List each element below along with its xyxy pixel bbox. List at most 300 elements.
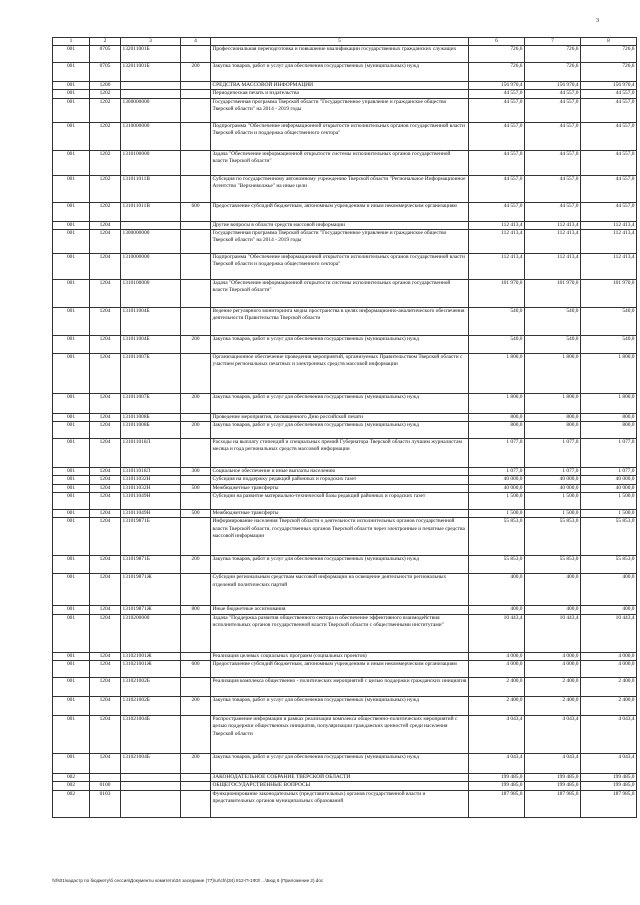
amount-1-cell: 55 853,0 bbox=[469, 556, 525, 574]
table-row bbox=[53, 753, 637, 773]
expense-type-cell bbox=[181, 715, 211, 753]
admin-code-cell: 001 bbox=[53, 353, 90, 393]
expense-type-cell bbox=[181, 790, 211, 817]
table-row bbox=[53, 253, 637, 279]
amount-3-cell: 1 800,0 bbox=[581, 393, 637, 413]
table-row bbox=[53, 122, 637, 150]
admin-code-cell: 001 bbox=[53, 468, 90, 476]
amount-2-cell: 4 000,0 bbox=[525, 660, 581, 677]
description-cell: Функционирование законодательных (представительных) органов государственной власти и представительных органов муниципальных образований bbox=[211, 790, 469, 817]
expense-type-cell bbox=[181, 46, 211, 63]
section-code-cell: 1202 bbox=[90, 202, 121, 221]
column-header: 2 bbox=[90, 38, 121, 46]
amount-1-cell: 112 413,4 bbox=[469, 221, 525, 229]
amount-3-cell: 1 500,0 bbox=[581, 493, 637, 510]
admin-code-cell: 001 bbox=[53, 279, 90, 307]
amount-3-cell: 112 413,4 bbox=[581, 229, 637, 253]
expense-type-cell bbox=[181, 518, 211, 556]
target-article-cell: 131021004Б bbox=[121, 753, 181, 773]
amount-2-cell: 187 985,0 bbox=[525, 790, 581, 817]
amount-3-cell: 199 485,0 bbox=[581, 782, 637, 790]
target-article-cell: 131011032Н bbox=[121, 484, 181, 492]
table-row bbox=[53, 614, 637, 652]
page-number: 3 bbox=[596, 18, 599, 24]
section-code-cell: 1202 bbox=[90, 98, 121, 122]
admin-code-cell: 001 bbox=[53, 753, 90, 773]
amount-2-cell: 199 485,0 bbox=[525, 773, 581, 781]
description-cell: Закупка товаров, работ и услуг для обеспечения государственных (муниципальных) нужд bbox=[211, 753, 469, 773]
amount-1-cell: 4 043,4 bbox=[469, 715, 525, 753]
amount-1-cell: 1 800,0 bbox=[469, 393, 525, 413]
expense-type-cell: 600 bbox=[181, 660, 211, 677]
table-row bbox=[53, 413, 637, 421]
amount-3-cell: 55 853,0 bbox=[581, 518, 637, 556]
table-row bbox=[53, 90, 637, 98]
amount-1-cell: 4 000,0 bbox=[469, 660, 525, 677]
description-cell: Закупка товаров, работ и услуг для обеспечения государственных (муниципальных) нужд bbox=[211, 696, 469, 715]
section-code-cell: 1202 bbox=[90, 150, 121, 175]
amount-2-cell: 112 413,4 bbox=[525, 229, 581, 253]
expense-type-cell bbox=[181, 253, 211, 279]
amount-1-cell: 2 400,0 bbox=[469, 677, 525, 696]
admin-code-cell: 001 bbox=[53, 606, 90, 614]
expense-type-cell: 500 bbox=[181, 510, 211, 518]
amount-1-cell: 726,6 bbox=[469, 63, 525, 82]
section-code-cell: 1204 bbox=[90, 753, 121, 773]
target-article-cell: 131021002Б bbox=[121, 677, 181, 696]
amount-1-cell: 540,0 bbox=[469, 335, 525, 353]
target-article-cell: 131011018Л bbox=[121, 468, 181, 476]
description-cell: Субсидия по государственному автономному учреждению Тверской области "Региональное Информационное Агентство "Верхневолжье" на иные цели bbox=[211, 175, 469, 202]
admin-code-cell: 002 bbox=[53, 773, 90, 781]
section-code-cell: 1204 bbox=[90, 614, 121, 652]
admin-code-cell: 001 bbox=[53, 98, 90, 122]
section-code-cell: 1204 bbox=[90, 484, 121, 492]
table-row bbox=[53, 476, 637, 484]
amount-1-cell: 101 970,0 bbox=[469, 279, 525, 307]
table-row bbox=[53, 150, 637, 175]
section-code-cell: 1204 bbox=[90, 652, 121, 660]
table-row bbox=[53, 393, 637, 413]
amount-1-cell: 2 400,0 bbox=[469, 696, 525, 715]
table-row bbox=[53, 46, 637, 63]
amount-1-cell: 44 557,0 bbox=[469, 202, 525, 221]
section-code-cell: 1204 bbox=[90, 221, 121, 229]
description-cell: Иные бюджетные ассигнования bbox=[211, 606, 469, 614]
description-cell: Профессиональная переподготовка и повышение квалификации государственных гражданских служащих bbox=[211, 46, 469, 63]
amount-3-cell: 44 557,0 bbox=[581, 122, 637, 150]
table-row bbox=[53, 63, 637, 82]
admin-code-cell: 001 bbox=[53, 652, 90, 660]
section-code-cell: 1204 bbox=[90, 422, 121, 439]
amount-2-cell: 44 557,0 bbox=[525, 122, 581, 150]
description-cell: Субсидии на развитие материально-технической базы редакций районных и городских газет bbox=[211, 493, 469, 510]
amount-2-cell: 4 043,4 bbox=[525, 715, 581, 753]
column-header: 5 bbox=[211, 38, 469, 46]
admin-code-cell: 001 bbox=[53, 493, 90, 510]
target-article-cell: 1300000000 bbox=[121, 229, 181, 253]
target-article-cell: 131011008Б bbox=[121, 422, 181, 439]
table-row bbox=[53, 518, 637, 556]
amount-2-cell: 800,0 bbox=[525, 413, 581, 421]
amount-2-cell: 44 557,0 bbox=[525, 202, 581, 221]
amount-1-cell: 187 985,0 bbox=[469, 790, 525, 817]
amount-1-cell: 800,0 bbox=[469, 422, 525, 439]
target-article-cell: 132011001Б bbox=[121, 46, 181, 63]
admin-code-cell: 001 bbox=[53, 393, 90, 413]
table-row bbox=[53, 715, 637, 753]
amount-3-cell: 44 557,0 bbox=[581, 175, 637, 202]
amount-1-cell: 44 557,0 bbox=[469, 98, 525, 122]
target-article-cell: 1310100000 bbox=[121, 150, 181, 175]
admin-code-cell: 001 bbox=[53, 574, 90, 606]
section-code-cell: 1204 bbox=[90, 229, 121, 253]
admin-code-cell: 001 bbox=[53, 82, 90, 90]
amount-1-cell: 55 853,0 bbox=[469, 518, 525, 556]
admin-code-cell: 001 bbox=[53, 175, 90, 202]
amount-3-cell: 10 443,4 bbox=[581, 614, 637, 652]
expense-type-cell bbox=[181, 122, 211, 150]
amount-3-cell: 4 043,4 bbox=[581, 715, 637, 753]
section-code-cell: 1204 bbox=[90, 556, 121, 574]
table-row bbox=[53, 468, 637, 476]
target-article-cell bbox=[121, 221, 181, 229]
section-code-cell: 1204 bbox=[90, 468, 121, 476]
amount-2-cell: 44 557,0 bbox=[525, 98, 581, 122]
amount-1-cell: 199 485,0 bbox=[469, 782, 525, 790]
expense-type-cell: 300 bbox=[181, 468, 211, 476]
amount-3-cell: 4 000,0 bbox=[581, 652, 637, 660]
expense-type-cell bbox=[181, 229, 211, 253]
amount-2-cell: 540,0 bbox=[525, 307, 581, 335]
amount-3-cell: 4 000,0 bbox=[581, 660, 637, 677]
description-cell: Реализация целевых социальных программ (социальных проектов) bbox=[211, 652, 469, 660]
amount-1-cell: 4 043,4 bbox=[469, 753, 525, 773]
amount-1-cell: 4 000,0 bbox=[469, 652, 525, 660]
amount-1-cell: 44 557,0 bbox=[469, 150, 525, 175]
target-article-cell: 131011007Б bbox=[121, 393, 181, 413]
section-code-cell: 0705 bbox=[90, 63, 121, 82]
amount-1-cell: 40 000,0 bbox=[469, 476, 525, 484]
section-code-cell bbox=[90, 773, 121, 781]
target-article-cell: 131011004Б bbox=[121, 307, 181, 335]
amount-1-cell: 400,0 bbox=[469, 606, 525, 614]
expense-type-cell bbox=[181, 439, 211, 468]
amount-2-cell: 1 800,0 bbox=[525, 353, 581, 393]
admin-code-cell: 001 bbox=[53, 439, 90, 468]
section-code-cell: 1204 bbox=[90, 510, 121, 518]
expense-type-cell: 200 bbox=[181, 696, 211, 715]
target-article-cell: 1310000000 bbox=[121, 122, 181, 150]
table-row bbox=[53, 782, 637, 790]
column-header: 8 bbox=[581, 38, 637, 46]
amount-1-cell: 156 970,4 bbox=[469, 82, 525, 90]
admin-code-cell: 001 bbox=[53, 307, 90, 335]
amount-1-cell: 1 500,0 bbox=[469, 510, 525, 518]
table-row bbox=[53, 82, 637, 90]
amount-1-cell: 199 485,0 bbox=[469, 773, 525, 781]
table-row bbox=[53, 574, 637, 606]
target-article-cell: 131011004Б bbox=[121, 335, 181, 353]
amount-1-cell: 44 557,0 bbox=[469, 90, 525, 98]
expense-type-cell bbox=[181, 353, 211, 393]
target-article-cell: 1310000000 bbox=[121, 253, 181, 279]
table-row bbox=[53, 556, 637, 574]
target-article-cell: 131021001Ж bbox=[121, 652, 181, 660]
description-cell: Периодическая печать и издательства bbox=[211, 90, 469, 98]
amount-3-cell: 187 985,0 bbox=[581, 790, 637, 817]
description-cell: Субсидии региональным средствам массовой информации на освещение деятельности региональных отделений политических партий bbox=[211, 574, 469, 606]
target-article-cell: 131021001Ж bbox=[121, 660, 181, 677]
description-cell: Информирование населения Тверской области о деятельности исполнительных органов государственной власти Тверской области, государственных органов Тверской области через электронные и печатные средства массовой информации bbox=[211, 518, 469, 556]
expense-type-cell bbox=[181, 574, 211, 606]
admin-code-cell: 001 bbox=[53, 46, 90, 63]
section-code-cell: 1204 bbox=[90, 353, 121, 393]
target-article-cell bbox=[121, 790, 181, 817]
amount-2-cell: 540,0 bbox=[525, 335, 581, 353]
expense-type-cell bbox=[181, 476, 211, 484]
description-cell: Закупка товаров, работ и услуг для обеспечения государственных (муниципальных) нужд bbox=[211, 556, 469, 574]
target-article-cell: 131019871Ж bbox=[121, 606, 181, 614]
target-article-cell: 131011011В bbox=[121, 175, 181, 202]
expense-type-cell bbox=[181, 307, 211, 335]
amount-3-cell: 112 413,4 bbox=[581, 221, 637, 229]
description-cell: Подпрограмма "Обеспечение информационной открытости исполнительных органов государственной власти Тверской области и поддержка общественного сектора" bbox=[211, 253, 469, 279]
table-row bbox=[53, 677, 637, 696]
column-header: 6 bbox=[469, 38, 525, 46]
expense-type-cell bbox=[181, 614, 211, 652]
section-code-cell: 1204 bbox=[90, 715, 121, 753]
table-row bbox=[53, 484, 637, 492]
section-code-cell: 1202 bbox=[90, 90, 121, 98]
target-article-cell: 131019871Ж bbox=[121, 574, 181, 606]
target-article-cell: 131011008Б bbox=[121, 413, 181, 421]
amount-2-cell: 44 557,0 bbox=[525, 150, 581, 175]
description-cell: СРЕДСТВА МАССОВОЙ ИНФОРМАЦИИ bbox=[211, 82, 469, 90]
table-row bbox=[53, 773, 637, 781]
target-article-cell: 1310100000 bbox=[121, 279, 181, 307]
expense-type-cell: 200 bbox=[181, 753, 211, 773]
expense-type-cell bbox=[181, 493, 211, 510]
amount-2-cell: 112 413,4 bbox=[525, 221, 581, 229]
amount-2-cell: 10 443,4 bbox=[525, 614, 581, 652]
description-cell: Межбюджетные трансферты bbox=[211, 484, 469, 492]
amount-3-cell: 540,0 bbox=[581, 335, 637, 353]
amount-2-cell: 1 077,0 bbox=[525, 439, 581, 468]
amount-1-cell: 1 077,0 bbox=[469, 439, 525, 468]
table-row bbox=[53, 696, 637, 715]
amount-1-cell: 1 077,0 bbox=[469, 468, 525, 476]
expense-type-cell: 200 bbox=[181, 335, 211, 353]
amount-1-cell: 726,6 bbox=[469, 46, 525, 63]
amount-3-cell: 726,6 bbox=[581, 63, 637, 82]
amount-2-cell: 800,0 bbox=[525, 422, 581, 439]
admin-code-cell: 001 bbox=[53, 422, 90, 439]
expense-type-cell: 200 bbox=[181, 422, 211, 439]
admin-code-cell: 001 bbox=[53, 715, 90, 753]
column-header: 7 bbox=[525, 38, 581, 46]
amount-2-cell: 726,6 bbox=[525, 63, 581, 82]
admin-code-cell: 001 bbox=[53, 660, 90, 677]
table-row bbox=[53, 221, 637, 229]
expense-type-cell bbox=[181, 773, 211, 781]
amount-1-cell: 400,0 bbox=[469, 574, 525, 606]
description-cell: Распространение информации в рамках реализации комплекса общественно-политических мероприятий с целью поддержки общественных инициатив, популяризации гражданских ценностей среди населения Тверской области bbox=[211, 715, 469, 753]
admin-code-cell: 001 bbox=[53, 229, 90, 253]
section-code-cell: 1204 bbox=[90, 439, 121, 468]
description-cell: Организационное обеспечение проведения мероприятий, организуемых Правительством Тверской области с участием региональных печатных и электронных средств массовой информации bbox=[211, 353, 469, 393]
amount-2-cell: 2 400,0 bbox=[525, 677, 581, 696]
admin-code-cell: 001 bbox=[53, 90, 90, 98]
expense-type-cell bbox=[181, 652, 211, 660]
expense-type-cell bbox=[181, 175, 211, 202]
section-code-cell: 1204 bbox=[90, 696, 121, 715]
amount-2-cell: 40 000,0 bbox=[525, 484, 581, 492]
admin-code-cell: 001 bbox=[53, 677, 90, 696]
target-article-cell: 131021004Б bbox=[121, 715, 181, 753]
admin-code-cell: 001 bbox=[53, 335, 90, 353]
description-cell: Межбюджетные трансферты bbox=[211, 510, 469, 518]
table-row bbox=[53, 175, 637, 202]
target-article-cell: 131019871Б bbox=[121, 556, 181, 574]
footer-file-path: \\rfs01\кадастр по бюджету\б сессия\Документы комитета\34 заседание (77)\ur\ch\(34) 812-П-1ФЗ\ ...\Бюд 6 (Приложение 2).doc bbox=[52, 878, 324, 883]
amount-1-cell: 1 500,0 bbox=[469, 493, 525, 510]
amount-3-cell: 156 970,4 bbox=[581, 82, 637, 90]
expense-type-cell bbox=[181, 677, 211, 696]
description-cell: Задача "Обеспечение информационной открытости системы исполнительных органов государственной власти Тверской области" bbox=[211, 279, 469, 307]
description-cell: Предоставление субсидий бюджетным, автономным учреждениям и иным некоммерческим организациям bbox=[211, 202, 469, 221]
admin-code-cell: 001 bbox=[53, 150, 90, 175]
table-row bbox=[53, 422, 637, 439]
table-row bbox=[53, 510, 637, 518]
amount-2-cell: 101 970,0 bbox=[525, 279, 581, 307]
amount-2-cell: 1 500,0 bbox=[525, 493, 581, 510]
amount-3-cell: 1 077,0 bbox=[581, 439, 637, 468]
amount-2-cell: 55 853,0 bbox=[525, 518, 581, 556]
amount-1-cell: 40 000,0 bbox=[469, 484, 525, 492]
description-cell: Предоставление субсидий бюджетным, автономным учреждениям и иным некоммерческим организациям bbox=[211, 660, 469, 677]
amount-3-cell: 540,0 bbox=[581, 307, 637, 335]
amount-2-cell: 4 000,0 bbox=[525, 652, 581, 660]
expense-type-cell bbox=[181, 98, 211, 122]
admin-code-cell: 001 bbox=[53, 556, 90, 574]
column-header: 1 bbox=[53, 38, 90, 46]
section-code-cell: 0100 bbox=[90, 782, 121, 790]
table-row bbox=[53, 307, 637, 335]
expense-type-cell bbox=[181, 782, 211, 790]
expense-type-cell: 600 bbox=[181, 202, 211, 221]
description-cell: Подпрограмма "Обеспечение информационной открытости исполнительных органов государственной власти Тверской области и поддержка общественного сектора" bbox=[211, 122, 469, 150]
expense-type-cell: 800 bbox=[181, 606, 211, 614]
amount-3-cell: 1 077,0 bbox=[581, 468, 637, 476]
section-code-cell: 1204 bbox=[90, 253, 121, 279]
amount-3-cell: 2 400,0 bbox=[581, 677, 637, 696]
amount-3-cell: 44 557,0 bbox=[581, 90, 637, 98]
amount-1-cell: 112 413,4 bbox=[469, 229, 525, 253]
table-row bbox=[53, 790, 637, 817]
section-code-cell: 1204 bbox=[90, 660, 121, 677]
section-code-cell: 1204 bbox=[90, 413, 121, 421]
target-article-cell bbox=[121, 773, 181, 781]
table-row bbox=[53, 229, 637, 253]
amount-1-cell: 800,0 bbox=[469, 413, 525, 421]
amount-1-cell: 540,0 bbox=[469, 307, 525, 335]
section-code-cell: 1204 bbox=[90, 279, 121, 307]
column-header: 3 bbox=[121, 38, 181, 46]
amount-3-cell: 101 970,0 bbox=[581, 279, 637, 307]
section-code-cell: 1204 bbox=[90, 307, 121, 335]
admin-code-cell: 001 bbox=[53, 696, 90, 715]
table-body bbox=[53, 46, 637, 818]
admin-code-cell: 002 bbox=[53, 782, 90, 790]
admin-code-cell: 001 bbox=[53, 510, 90, 518]
description-cell: Закупка товаров, работ и услуг для обеспечения государственных (муниципальных) нужд bbox=[211, 393, 469, 413]
description-cell: ОБЩЕГОСУДАРСТВЕННЫЕ ВОПРОСЫ bbox=[211, 782, 469, 790]
description-cell: ЗАКОНОДАТЕЛЬНОЕ СОБРАНИЕ ТВЕРСКОЙ ОБЛАСТИ bbox=[211, 773, 469, 781]
target-article-cell: 131011011В bbox=[121, 202, 181, 221]
amount-3-cell: 800,0 bbox=[581, 413, 637, 421]
amount-3-cell: 1 800,0 bbox=[581, 353, 637, 393]
amount-2-cell: 400,0 bbox=[525, 606, 581, 614]
admin-code-cell: 001 bbox=[53, 253, 90, 279]
target-article-cell: 131011032Н bbox=[121, 476, 181, 484]
target-article-cell: 131019871Б bbox=[121, 518, 181, 556]
amount-1-cell: 10 443,4 bbox=[469, 614, 525, 652]
amount-3-cell: 726,6 bbox=[581, 46, 637, 63]
section-code-cell: 1204 bbox=[90, 518, 121, 556]
section-code-cell: 1204 bbox=[90, 335, 121, 353]
expense-type-cell bbox=[181, 279, 211, 307]
amount-3-cell: 400,0 bbox=[581, 606, 637, 614]
amount-1-cell: 1 800,0 bbox=[469, 353, 525, 393]
budget-table bbox=[52, 37, 637, 818]
amount-2-cell: 156 970,4 bbox=[525, 82, 581, 90]
amount-3-cell: 55 853,0 bbox=[581, 556, 637, 574]
expense-type-cell bbox=[181, 413, 211, 421]
expense-type-cell bbox=[181, 82, 211, 90]
description-cell: Субсидия на поддержку редакций районных и городских газет bbox=[211, 476, 469, 484]
description-cell: Реализация комплекса общественно - политических мероприятий с целью поддержки гражданских инициатив bbox=[211, 677, 469, 696]
section-code-cell: 1202 bbox=[90, 175, 121, 202]
expense-type-cell: 200 bbox=[181, 556, 211, 574]
amount-3-cell: 400,0 bbox=[581, 574, 637, 606]
target-article-cell bbox=[121, 782, 181, 790]
amount-2-cell: 44 557,0 bbox=[525, 90, 581, 98]
description-cell: Государственная программа Тверской области "Государственное управление и гражданское общество Тверской области" на 2014 - 2019 годы bbox=[211, 98, 469, 122]
target-article-cell: 131021002Б bbox=[121, 696, 181, 715]
target-article-cell bbox=[121, 82, 181, 90]
target-article-cell bbox=[121, 90, 181, 98]
description-cell: Проведение мероприятия, посвященного Дню российской печати bbox=[211, 413, 469, 421]
admin-code-cell: 001 bbox=[53, 63, 90, 82]
amount-2-cell: 199 485,0 bbox=[525, 782, 581, 790]
description-cell: Задача "Поддержка развития общественного сектора и обеспечение эффективного взаимодействия исполнительных органов государственной власти Тверской области с общественными институтами" bbox=[211, 614, 469, 652]
section-code-cell: 0705 bbox=[90, 46, 121, 63]
amount-2-cell: 2 400,0 bbox=[525, 696, 581, 715]
amount-3-cell: 44 557,0 bbox=[581, 150, 637, 175]
table-row bbox=[53, 660, 637, 677]
admin-code-cell: 001 bbox=[53, 518, 90, 556]
expense-type-cell bbox=[181, 221, 211, 229]
amount-2-cell: 1 077,0 bbox=[525, 468, 581, 476]
table-row bbox=[53, 439, 637, 468]
table-row bbox=[53, 279, 637, 307]
target-article-cell: 1300000000 bbox=[121, 98, 181, 122]
admin-code-cell: 001 bbox=[53, 614, 90, 652]
target-article-cell: 1310200000 bbox=[121, 614, 181, 652]
table-row bbox=[53, 652, 637, 660]
expense-type-cell: 200 bbox=[181, 63, 211, 82]
